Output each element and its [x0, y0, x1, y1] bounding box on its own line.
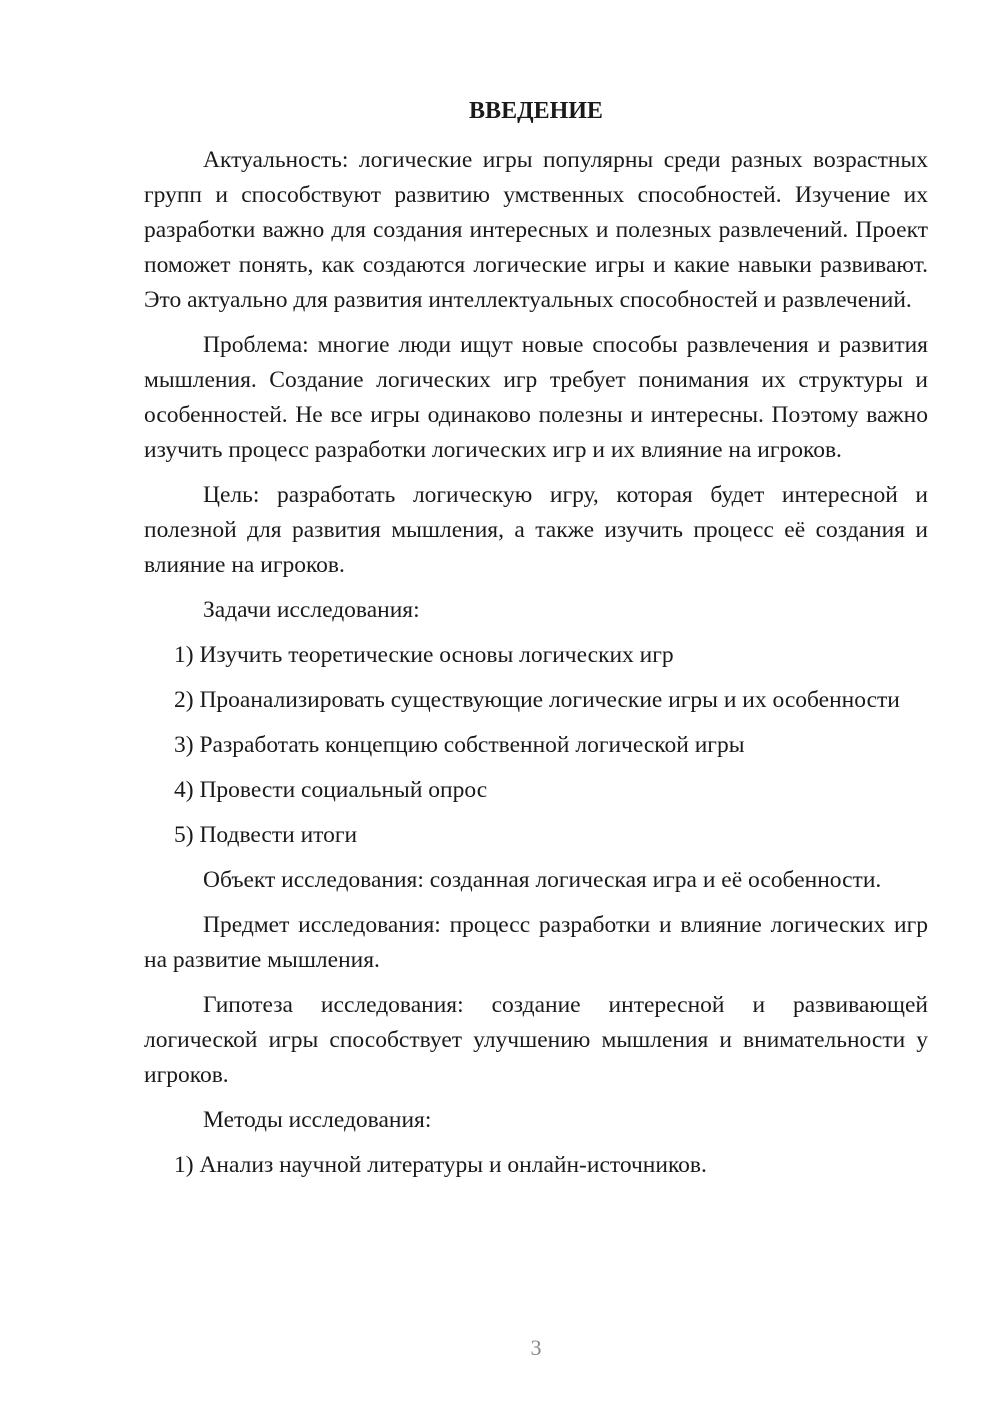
task-item-3: 3) Разработать концепцию собственной логической игры: [174, 732, 745, 758]
methods-heading: Методы исследования:: [203, 1107, 432, 1133]
section-heading: ВВЕДЕНИЕ: [469, 98, 603, 124]
relevance-paragraph: Актуальность: логические игры популярны среди разных возрастных групп и способствуют развитию умственных способностей. Изучение их разработки важно для создания интересных и полезных развлечений. Проект поможет понять, как создаются логические игры и какие навыки развивают. Это актуально для развития интеллектуальных способностей и развлечений.: [144, 147, 928, 313]
task-item-2: 2) Проанализировать существующие логические игры и их особенности: [174, 687, 900, 713]
tasks-heading: Задачи исследования:: [203, 597, 420, 623]
problem-paragraph: Проблема: многие люди ищут новые способы развлечения и развития мышления. Создание логических игр требует понимания их структуры и особенностей. Не все игры одинаково полезны и интересны. Поэтому важно изучить процесс разработки логических игр и их влияние на игроков.: [144, 332, 928, 463]
task-item-1: 1) Изучить теоретические основы логических игр: [174, 642, 674, 668]
task-item-4: 4) Провести социальный опрос: [174, 777, 488, 803]
page-number: 3: [530, 1335, 542, 1360]
method-item-1: 1) Анализ научной литературы и онлайн-источников.: [174, 1152, 707, 1178]
goal-paragraph: Цель: разработать логическую игру, которая будет интересной и полезной для развития мышления, а также изучить процесс её создания и влияние на игроков.: [144, 482, 928, 578]
document-body: [144, 143, 928, 1193]
hypothesis-paragraph: Гипотеза исследования: создание интересной и развивающей логической игры способствует улучшению мышления и внимательности у игроков.: [144, 992, 928, 1088]
task-item-5: 5) Подвести итоги: [174, 822, 358, 848]
object-paragraph: Объект исследования: созданная логическая игра и её особенности.: [203, 867, 882, 893]
subject-paragraph: Предмет исследования: процесс разработки и влияние логических игр на развитие мышления.: [144, 912, 928, 973]
